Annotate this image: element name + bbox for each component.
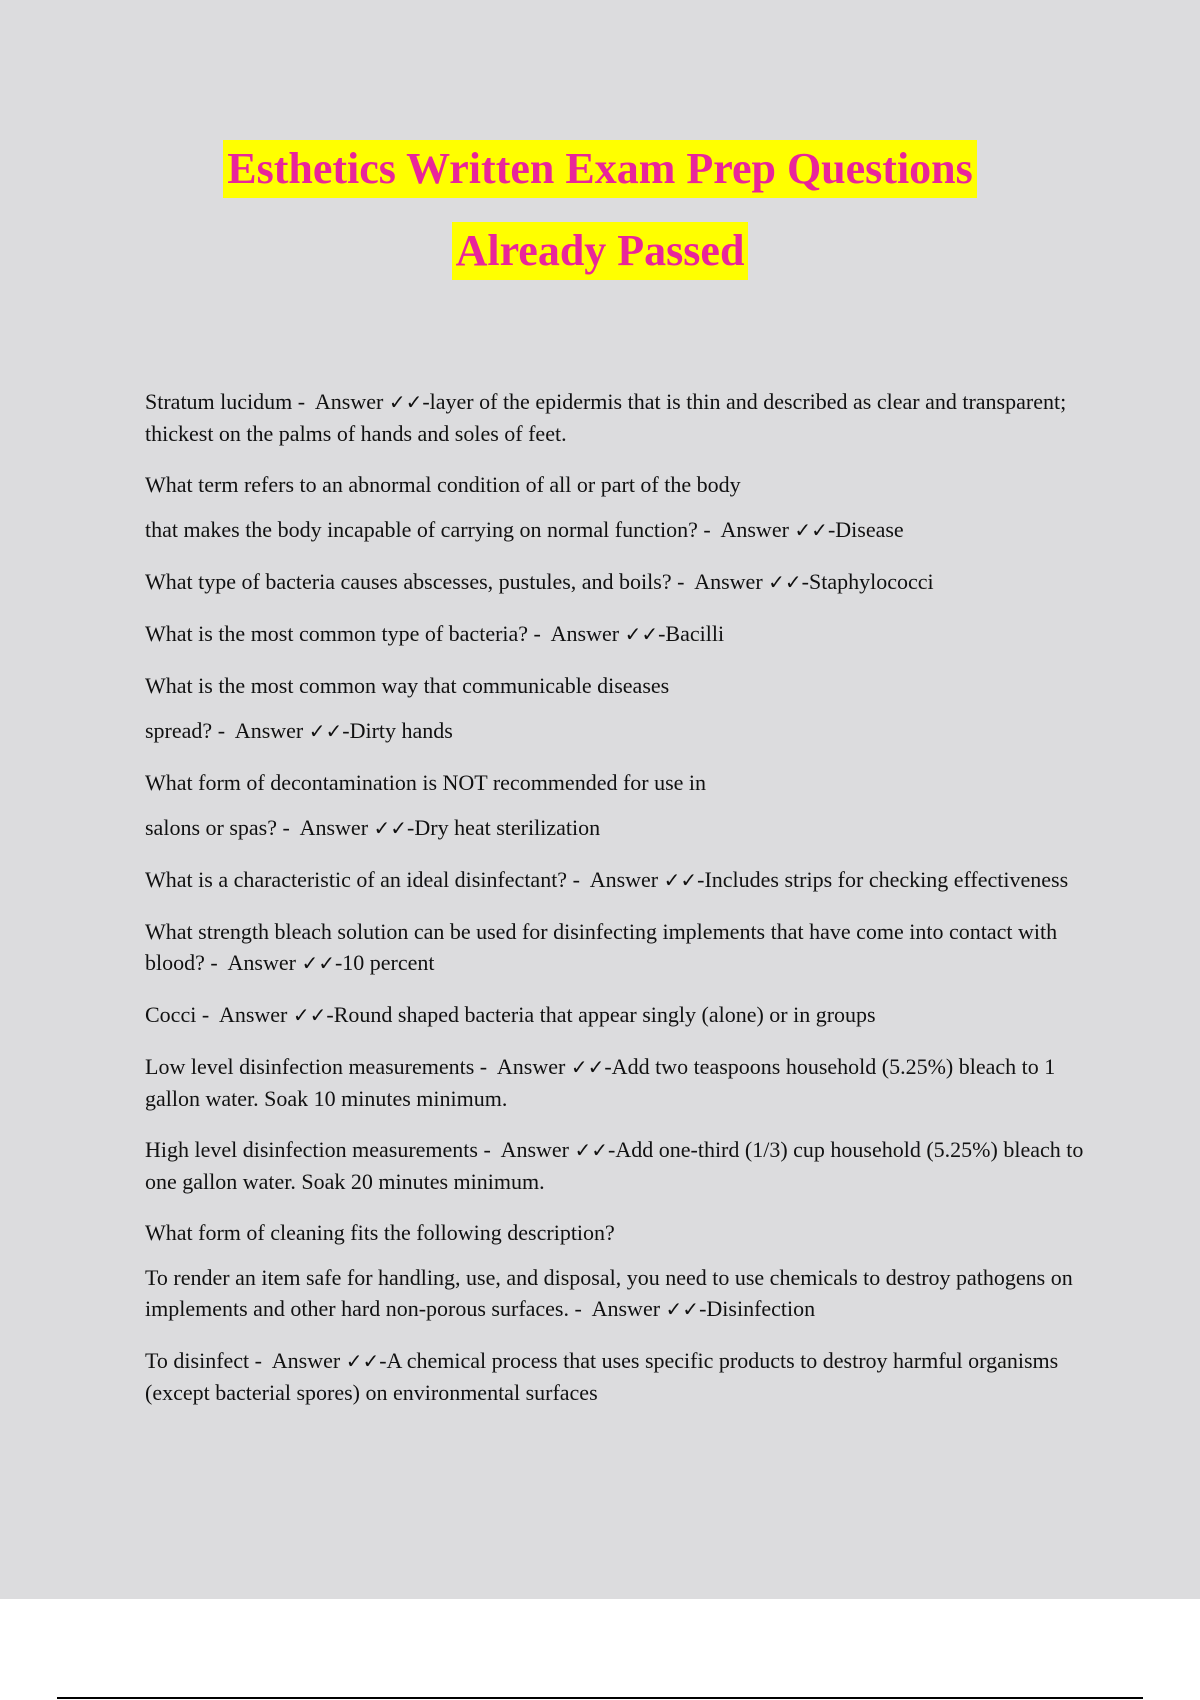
question-text: Low level disinfection measurements bbox=[145, 1054, 475, 1079]
double-check-icon: ✓✓ bbox=[301, 951, 335, 975]
qa-item bbox=[145, 1262, 1090, 1325]
qa-item bbox=[145, 1134, 1090, 1197]
qa-item bbox=[145, 1217, 1090, 1248]
question-text: What form of decontamination is NOT recommended for use in bbox=[145, 770, 707, 795]
double-check-icon: ✓✓ bbox=[624, 622, 659, 646]
question-text: To render an item safe for handling, use, and disposal, you need to use chemicals to destroy pathogens on implements and other hard non-porous surfaces. bbox=[145, 1265, 1073, 1321]
qa-item bbox=[145, 715, 1090, 747]
double-check-icon: ✓✓ bbox=[665, 1297, 700, 1321]
answer-text: -A chemical process that uses specific products to destroy harmful organisms (except bacterial spores) on environmental surfaces bbox=[145, 1348, 1059, 1405]
answer-label: - Answer bbox=[196, 1002, 293, 1027]
qa-item bbox=[145, 999, 1090, 1031]
answer-text: -Staphylococci bbox=[801, 569, 934, 594]
answer-label: - Answer bbox=[671, 569, 769, 594]
qa-item bbox=[145, 566, 1090, 598]
question-text: salons or spas? bbox=[145, 815, 277, 840]
answer-label: - Answer bbox=[292, 389, 389, 414]
answer-text: -Dirty hands bbox=[342, 718, 453, 743]
answer-label: - Answer bbox=[249, 1348, 346, 1373]
answer-text: -Dry heat sterilization bbox=[407, 815, 601, 840]
answer-label: - Answer bbox=[276, 815, 374, 840]
qa-item bbox=[145, 1345, 1090, 1408]
answer-label: - Answer bbox=[697, 517, 795, 542]
double-check-icon: ✓✓ bbox=[388, 390, 423, 414]
qa-item bbox=[145, 767, 1090, 798]
question-text: Cocci bbox=[145, 1002, 197, 1027]
answer-text: -Disease bbox=[827, 517, 904, 542]
answer-text: -Disinfection bbox=[699, 1296, 816, 1321]
question-text: What strength bleach solution can be used for disinfecting implements that have come into contact with blood? bbox=[145, 919, 1058, 975]
answer-label: - Answer bbox=[528, 621, 625, 646]
double-check-icon: ✓✓ bbox=[794, 518, 828, 542]
question-text: that makes the body incapable of carrying on normal function? bbox=[145, 517, 698, 542]
question-text: What term refers to an abnormal condition of all or part of the body bbox=[145, 472, 741, 497]
answer-text: -Bacilli bbox=[658, 621, 725, 646]
footer-rule bbox=[57, 1697, 1143, 1699]
answer-label: - Answer bbox=[477, 1137, 575, 1162]
answer-label: - Answer bbox=[567, 867, 664, 892]
qa-list bbox=[145, 386, 1090, 1428]
qa-item bbox=[145, 386, 1090, 449]
qa-item bbox=[145, 469, 1090, 500]
double-check-icon: ✓✓ bbox=[308, 719, 343, 743]
qa-item bbox=[145, 916, 1090, 979]
document-title bbox=[0, 140, 1200, 280]
answer-text: -Add one-third (1/3) cup household (5.25%) bleach to one gallon water. Soak 20 minutes minimum. bbox=[145, 1137, 1084, 1194]
double-check-icon: ✓✓ bbox=[373, 816, 408, 840]
answer-text: -Round shaped bacteria that appear singly (alone) or in groups bbox=[326, 1002, 876, 1027]
qa-item bbox=[145, 514, 1090, 546]
double-check-icon: ✓✓ bbox=[292, 1003, 327, 1027]
answer-label: - Answer bbox=[474, 1054, 571, 1079]
double-check-icon: ✓✓ bbox=[663, 868, 698, 892]
answer-text: -Includes strips for checking effectiveness bbox=[697, 867, 1069, 892]
qa-item bbox=[145, 1051, 1090, 1114]
answer-label: - Answer bbox=[212, 718, 309, 743]
question-text: What is the most common type of bacteria? bbox=[145, 621, 529, 646]
double-check-icon: ✓✓ bbox=[768, 570, 802, 594]
double-check-icon: ✓✓ bbox=[345, 1349, 380, 1373]
question-text: What is a characteristic of an ideal disinfectant? bbox=[145, 867, 568, 892]
qa-item bbox=[145, 864, 1090, 896]
answer-label: - Answer bbox=[204, 950, 302, 975]
answer-text: -layer of the epidermis that is thin and described as clear and transparent; thickest on the palms of hands and soles of feet. bbox=[145, 389, 1067, 446]
question-text: What type of bacteria causes abscesses, pustules, and boils? bbox=[145, 569, 672, 594]
question-text: Stratum lucidum bbox=[145, 389, 293, 414]
title-line-2: Already Passed bbox=[452, 222, 749, 280]
double-check-icon: ✓✓ bbox=[574, 1138, 609, 1162]
question-text: What form of cleaning fits the following description? bbox=[145, 1220, 615, 1245]
question-text: spread? bbox=[145, 718, 213, 743]
title-line-1: Esthetics Written Exam Prep Questions bbox=[223, 140, 977, 198]
double-check-icon: ✓✓ bbox=[570, 1055, 605, 1079]
answer-text: -10 percent bbox=[334, 950, 435, 975]
answer-label: - Answer bbox=[569, 1296, 666, 1321]
qa-item bbox=[145, 670, 1090, 701]
question-text: What is the most common way that communicable diseases bbox=[145, 673, 670, 698]
answer-text: -Add two teaspoons household (5.25%) bleach to 1 gallon water. Soak 10 minutes minimum. bbox=[145, 1054, 1056, 1111]
question-text: To disinfect bbox=[145, 1348, 250, 1373]
question-text: High level disinfection measurements bbox=[145, 1137, 478, 1162]
qa-item bbox=[145, 618, 1090, 650]
qa-item bbox=[145, 812, 1090, 844]
